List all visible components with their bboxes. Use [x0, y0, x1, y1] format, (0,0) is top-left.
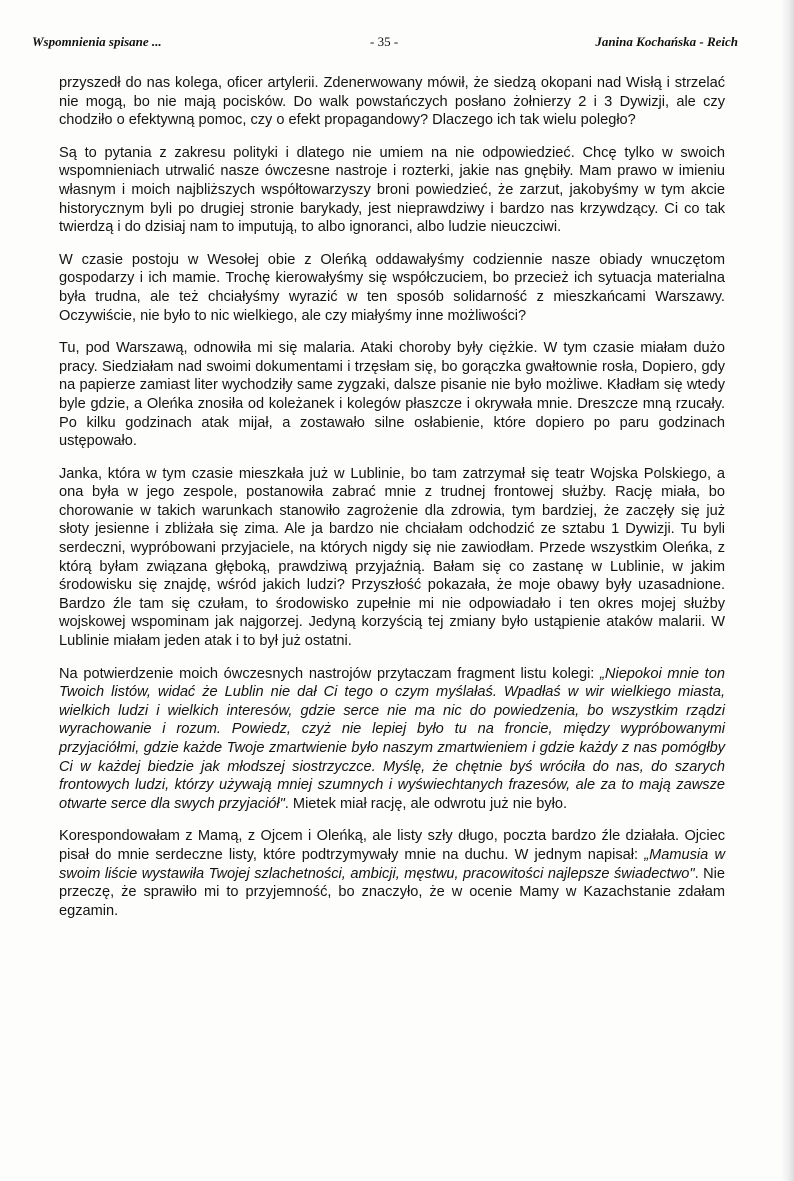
page-number: - 35 - [370, 34, 399, 49]
paragraph: przyszedł do nas kolega, oficer artylerii. Zdenerwowany mówił, że siedzą okopani nad Wisłą i strzelać nie mogą, bo nie mają pocisków. Do walk powstańczych posłano żołnierzy 2 i 3 Dywizji, ale czy chodziło o efektywną pomoc, czy o efekt propagandowy? Dlaczego ich tak wielu poległo? [59, 75, 725, 129]
scan-edge-shadow [780, 0, 794, 1181]
header-book-title: Wspomnienia spisane ... [32, 34, 162, 49]
paragraph-text: Na potwierdzenie moich ówczesnych nastrojów przytaczam fragment listu kolegi: [59, 665, 601, 682]
paragraph-with-quote [59, 827, 725, 920]
quoted-letter: „Niepokoi mnie ton Twoich listów, widać że Lublin nie dał Ci tego o czym myślałaś. Wpadłaś w wir wielkiego miasta, wielkich ludzi i wielkich interesów, gdzie serce nie ma nic do powiedzenia, bo wszystkim rządzi wyrachowanie i rozum. Powiedz, czyż nie lepiej było tu na froncie, między wypróbowanymi przyjaciółmi, gdzie każde Twoje zmartwienie było naszym zmartwieniem i gdzie każdy z nas pomógłby Ci w każdej biedzie jak młodszej siostrzyczce. Myślę, że chętnie byś wróciła do nas, do szarych frontowych ludzi, którzy używają mniej szumnych i wyświechtanych frazesów, ale za to mają zawsze otwarte serce dla swych przyjaciół" [59, 665, 725, 812]
quoted-letter: „Mamusia w swoim liście wystawiła Twojej szlachetności, ambicji, męstwu, pracowitości najlepsze świadectwo" [59, 846, 726, 882]
paragraph: Janka, która w tym czasie mieszkała już w Lublinie, bo tam zatrzymał się teatr Wojska Polskiego, a ona była w jego zespole, postanowiła zabrać mnie z trudnej frontowej służby. Rację miała, bo chorowanie w takich warunkach stanowiło zagrożenie dla zdrowia, tym bardziej, że zaczęły się już słoty jesienne i zbliżała się zima. Ale ja bardzo nie chciałam odchodzić ze sztabu 1 Dywizji. Tu byli serdeczni, wypróbowani przyjaciele, na których nigdy się nie zawiodłam. Przede wszystkim Oleńka, z którą byłam związana głęboką, prawdziwą przyjaźnią. Bałam się co zastanę w Lublinie, w jakim środowisku się znajdę, wśród jakich ludzi? Przyszłość pokazała, że moje obawy były uzasadnione. Bardzo źle tam się czułam, to środowisko zupełnie mi nie odpowiadało i ten okres mojej służby wojskowej wspominam jak najgorzej. Jedyną korzyścią tej zmiany było ustąpienie ataków malarii. W Lublinie miałam jeden atak i to był już ostatni. [59, 465, 725, 650]
paragraph-text: . Mietek miał rację, ale odwrotu już nie było. [284, 795, 568, 812]
paragraph: Są to pytania z zakresu polityki i dlatego nie umiem na nie odpowiedzieć. Chcę tylko w swoich wspomnieniach utrwalić nasze ówczesne nastroje i rozterki, jakie nas gnębiły. Mam prawo w imieniu własnym i moich najbliższych współtowarzyszy broni powiedzieć, że zarzut, jakobyśmy w tym akcie historycznym byli po drugiej stronie barykady, jest nieprawdziwy i bardzo nas krzywdzący. Ci co tak twierdzą i do dzisiaj nam to imputują, to albo ignoranci, albo ludzie nieuczciwi. [59, 144, 725, 236]
paragraph-text: . Nie przeczę, że sprawiło mi to przyjemność, bo znaczyło, że w ocenie Mamy w Kazachstanie zdałam egzamin. [59, 865, 725, 919]
running-header [32, 34, 738, 54]
paragraph: W czasie postoju w Wesołej obie z Oleńką oddawałyśmy codziennie nasze obiady wnuczętom gospodarzy i ich mamie. Trochę kierowałyśmy się współczuciem, bo przecież ich sytuacja materialna była trudna, ale też chciałyśmy wyrazić w ten sposób solidarność z mieszkańcami Warszawy. Oczywiście, nie było to nic wielkiego, ale czy miałyśmy inne możliwości? [59, 251, 725, 324]
header-author: Janina Kochańska - Reich [595, 34, 738, 49]
body-text [59, 74, 725, 934]
paragraph-with-quote [59, 665, 725, 814]
paragraph-text: Korespondowałam z Mamą, z Ojcem i Oleńką, ale listy szły długo, poczta bardzo źle działała. Ojciec pisał do mnie serdeczne listy, które podtrzymywały mnie na duchu. W jednym napisał: [59, 828, 725, 863]
paragraph: Tu, pod Warszawą, odnowiła mi się malaria. Ataki choroby były ciężkie. W tym czasie miałam dużo pracy. Siedziałam nad swoimi dokumentami i trzęsłam się, bo gorączka gwałtownie rosła, Dopiero, gdy na papierze zamiast liter wychodziły same zygzaki, dalsze pisanie nie było możliwe. Kładłam się wtedy byle gdzie, a Oleńka znosiła od koleżanek i kolegów płaszcze i okrywała mnie. Dreszcze mną rzucały. Po kilku godzinach atak mijał, a zostawało silne osłabienie, które dopiero po paru godzinach ustępowało. [59, 340, 725, 450]
